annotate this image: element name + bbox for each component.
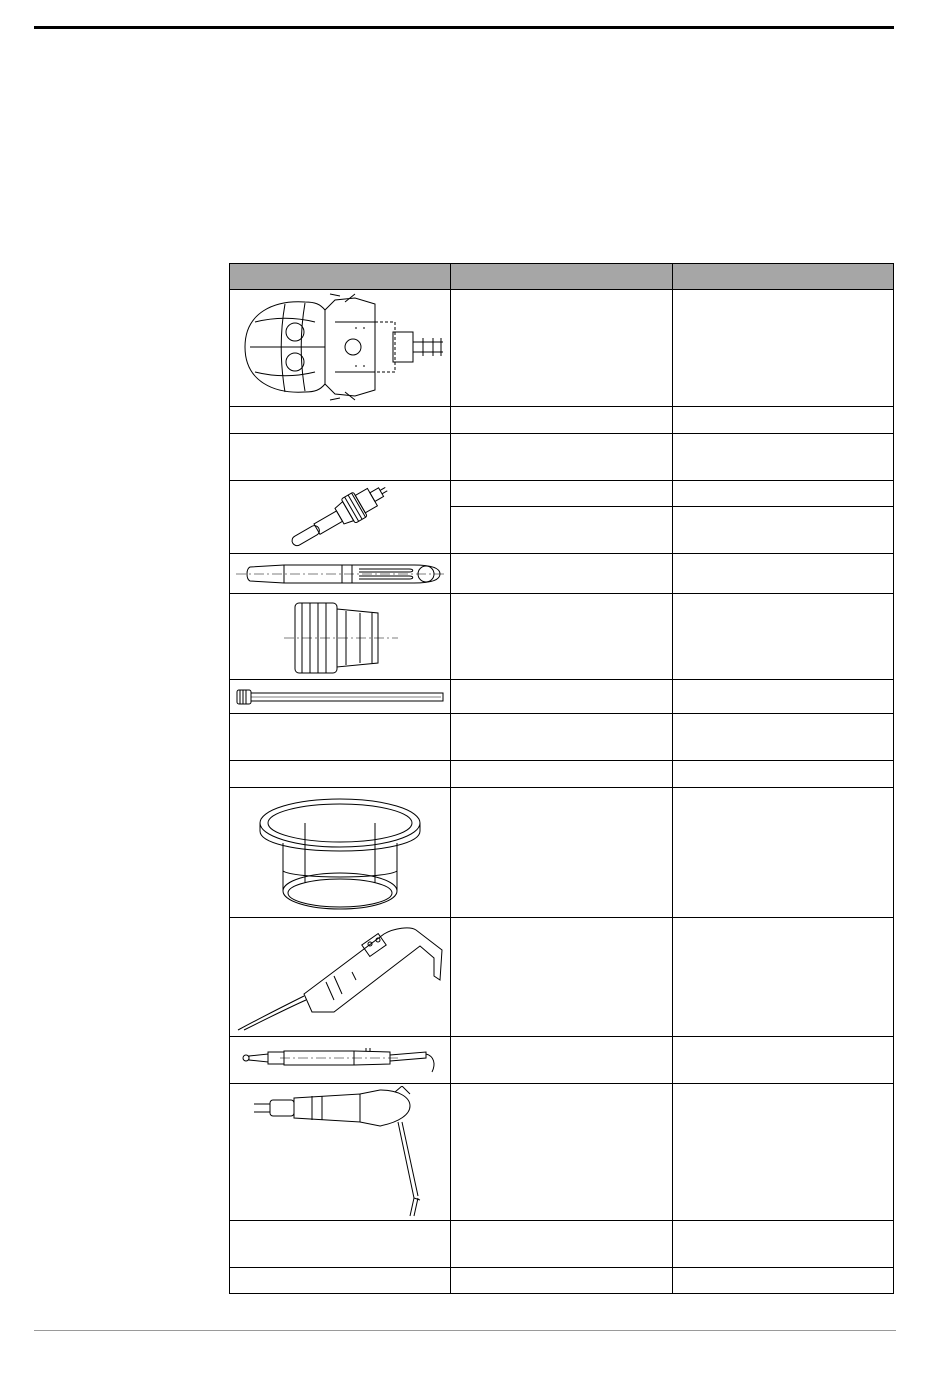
table-row <box>230 1084 894 1221</box>
cell <box>451 1037 672 1084</box>
handpiece-drawing <box>240 1040 440 1080</box>
cell <box>451 1221 672 1268</box>
top-rule <box>34 26 894 29</box>
cell <box>451 761 672 788</box>
sleeve-drawing <box>234 557 446 591</box>
footer-rule <box>34 1330 896 1331</box>
cell <box>672 290 893 407</box>
table-row <box>230 290 894 407</box>
cell <box>672 507 893 554</box>
cell <box>230 1221 451 1268</box>
table-row <box>230 680 894 714</box>
table-row <box>230 1037 894 1084</box>
cell <box>672 1037 893 1084</box>
cell <box>672 1221 893 1268</box>
cell <box>230 761 451 788</box>
table-row <box>230 594 894 680</box>
cell <box>451 918 672 1037</box>
cell <box>230 407 451 434</box>
cell <box>451 507 672 554</box>
cell <box>672 761 893 788</box>
header-cell <box>672 264 893 290</box>
cell <box>672 714 893 761</box>
cell <box>451 407 672 434</box>
headrest-assembly-drawing <box>235 292 445 404</box>
image-cell <box>230 680 451 714</box>
cell <box>230 434 451 481</box>
motor-coupling-drawing <box>280 483 400 551</box>
image-cell <box>230 554 451 594</box>
image-cell <box>230 290 451 407</box>
cell <box>672 554 893 594</box>
cell <box>672 407 893 434</box>
cell <box>672 680 893 714</box>
cell <box>451 290 672 407</box>
image-cell <box>230 788 451 918</box>
cell <box>672 1084 893 1221</box>
image-cell <box>230 1084 451 1221</box>
cable-tie-drawing <box>233 685 447 709</box>
table-row <box>230 407 894 434</box>
cell <box>672 788 893 918</box>
cell <box>230 714 451 761</box>
curing-light-drawing <box>234 920 446 1034</box>
image-cell <box>230 918 451 1037</box>
image-cell <box>230 594 451 680</box>
image-cell <box>230 481 451 554</box>
table-row <box>230 714 894 761</box>
cell <box>451 434 672 481</box>
cell <box>672 594 893 680</box>
table-row <box>230 481 894 507</box>
cell <box>672 434 893 481</box>
cell <box>672 1268 893 1294</box>
table-row <box>230 554 894 594</box>
cell <box>451 481 672 507</box>
table-row <box>230 1221 894 1268</box>
cell <box>451 594 672 680</box>
header-cell <box>230 264 451 290</box>
table-row <box>230 434 894 481</box>
cell <box>451 1084 672 1221</box>
image-cell <box>230 1037 451 1084</box>
table-row <box>230 1268 894 1294</box>
bushing-drawing <box>280 597 400 677</box>
header-cell <box>451 264 672 290</box>
cell <box>672 918 893 1037</box>
cell <box>451 680 672 714</box>
parts-table <box>229 263 894 1294</box>
syringe-drawing <box>250 1086 430 1218</box>
table-row <box>230 788 894 918</box>
cup-holder-drawing <box>255 791 425 915</box>
table-header-row <box>230 264 894 290</box>
cell <box>230 1268 451 1294</box>
cell <box>672 481 893 507</box>
cell <box>451 1268 672 1294</box>
cell <box>451 714 672 761</box>
cell <box>451 554 672 594</box>
cell <box>451 788 672 918</box>
table-row <box>230 918 894 1037</box>
table-row <box>230 761 894 788</box>
